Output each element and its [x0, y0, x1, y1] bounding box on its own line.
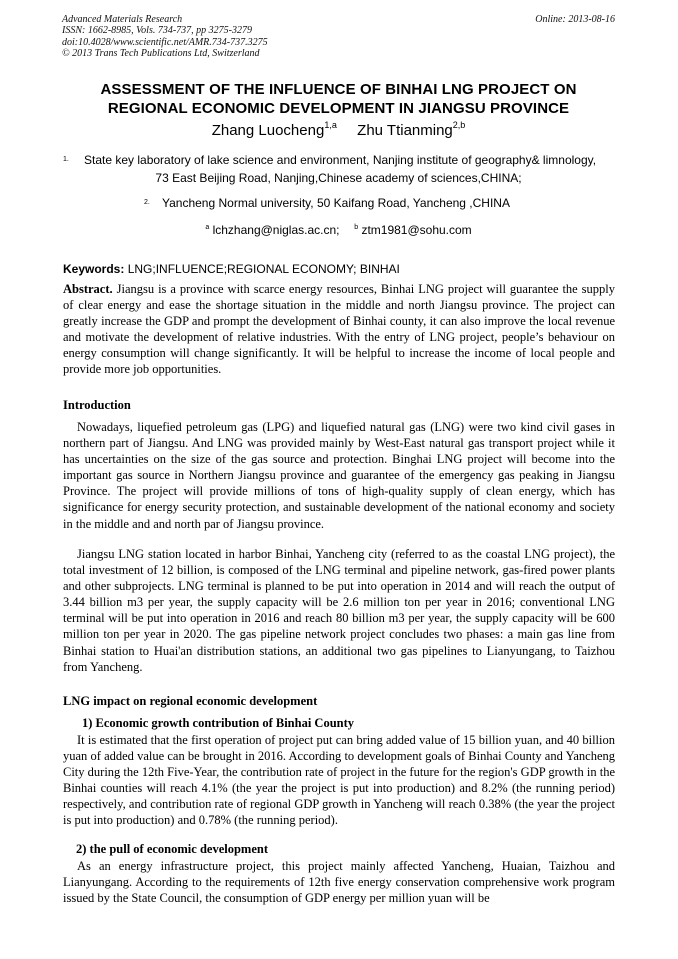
author-superscript: 1,a: [324, 120, 337, 130]
abstract-label: Abstract.: [63, 282, 113, 296]
section-heading-lng-impact: LNG impact on regional economic development: [63, 694, 318, 708]
email-b-superscript: b: [354, 224, 359, 231]
paper-title: [62, 80, 615, 118]
affiliation-1-line-2: 73 East Beijing Road, Nanjing,Chinese academy of sciences,CHINA;: [155, 171, 522, 185]
section-heading-introduction: Introduction: [63, 398, 131, 412]
section2-paragraph-2: As an energy infrastructure project, this project mainly affected Yancheng, Huaian, Taizhou and Lianyungang. According to the requirements of 12th five energy conservation comprehensive work program issued by the State Council, the consumption of GDP energy per million yuan will be: [63, 859, 615, 906]
email-b: ztm1981@sohu.com: [361, 223, 472, 237]
introduction-paragraph-2: Jiangsu LNG station located in harbor Binhai, Yancheng city (referred to as the coastal LNG project), the total investment of 12 billion, is composed of the LNG terminal and pipeline network, gas-fired power plants and other subprojects. LNG terminal is planned to be put into operation in 2014 and will reach the output of 3.44 billion m3 per year, the supply capacity will be 2.6 million ton per year in 2016; conventional LNG terminal will be put into operation in 2016 and reach 80 billion m3 per year, the supply capacity will be 600 million ton per year in 2020. The gas pipeline network project concludes two phases: a main gas line from Binhai station to Huai'an distribution stations, an additional two gas pipelines to Lianyungang, to Taizhou from Yancheng.: [63, 547, 615, 674]
online-date: Online: 2013-08-16: [535, 14, 615, 25]
journal-header: [62, 14, 268, 60]
title-line-2: REGIONAL ECONOMIC DEVELOPMENT IN JIANGSU PROVINCE: [107, 100, 570, 117]
author-name: Zhang Luocheng: [211, 122, 325, 139]
author-superscript: 2,b: [452, 120, 466, 130]
copyright-line: © 2013 Trans Tech Publications Ltd, Switzerland: [62, 48, 260, 60]
keywords: [63, 262, 400, 276]
abstract-text: Jiangsu is a province with scarce energy resources, Binhai LNG project will guarantee the supply of clear energy and ease the shortage situation in the middle and north Jiangsu province. The project can greatly increase the GDP and prompt the development of Binhai county, it can also improve the local revenue and motivate the development of relative industries. With the entry of LNG project, people’s behaviour on energy consumption will change significantly. It will be helpful to increase the income of local people and provide more job opportunities.: [63, 282, 616, 377]
affiliation-2-line-1: Yancheng Normal university, 50 Kaifang Road, Yancheng ,CHINA: [162, 196, 510, 210]
doi-line: doi:10.4028/www.scientific.net/AMR.734-737.3275: [62, 36, 268, 48]
subsection-heading-economic-growth: 1) Economic growth contribution of Binhai County: [82, 716, 355, 730]
title-line-1: ASSESSMENT OF THE INFLUENCE OF BINHAI LNG PROJECT ON: [100, 81, 577, 98]
introduction-paragraph-1: Nowadays, liquefied petroleum gas (LPG) and liquefied natural gas (LNG) were two kind civil gases in northern part of Jiangsu. And LNG was provided mainly by West-East natural gas transport project while it has uncertainties on the size of the gas source and protection. Binghai LNG project will become into the important gas source in Northern Jiangsu province and guarantee of the emergency gas peaking in Jiangsu Province. The project will provide millions of tons of high-quality supply of clean energy, which has significance for energy security protection, and sustainable development of the national economy and society in the middle and and north par of Jiangsu province.: [63, 420, 615, 531]
email-a-superscript: a: [205, 224, 210, 231]
journal-name: Advanced Materials Research: [62, 14, 183, 25]
issn-line: ISSN: 1662-8985, Vols. 734-737, pp 3275-3279: [62, 25, 252, 37]
abstract: [63, 281, 615, 378]
author-list: [62, 121, 615, 139]
keywords-text: LNG;INFLUENCE;REGIONAL ECONOMY; BINHAI: [127, 262, 400, 276]
subsection-heading-pull-of-development: 2) the pull of economic development: [76, 842, 268, 856]
keywords-label: Keywords:: [63, 262, 125, 276]
author-emails: [62, 219, 615, 239]
section2-paragraph-1: It is estimated that the first operation of project put can bring added value of 15 billion yuan, and 40 billion yuan of added value can be brought in 2016. According to development goals of Binhai County and Yancheng City during the 12th Five-Year, the contribution rate of project in the future for the region's GDP growth in the Binhai counties will reach 4.1% (the year the project is put into production) and 8.2% (the running period) respectively, and contribution rate of regional GDP growth in Yancheng will reach 0.38% (the year the project is put into production) and 0.78% (the running period).: [63, 733, 615, 828]
affiliation-2-number: 2.: [144, 199, 150, 206]
email-a: lchzhang@niglas.ac.cn;: [212, 223, 340, 237]
affiliation-1-number: 1.: [63, 156, 69, 163]
affiliation-1-line-1: State key laboratory of lake science and environment, Nanjing institute of geography& limnology,: [84, 153, 597, 167]
author-name: Zhu Ttianming: [357, 122, 453, 139]
